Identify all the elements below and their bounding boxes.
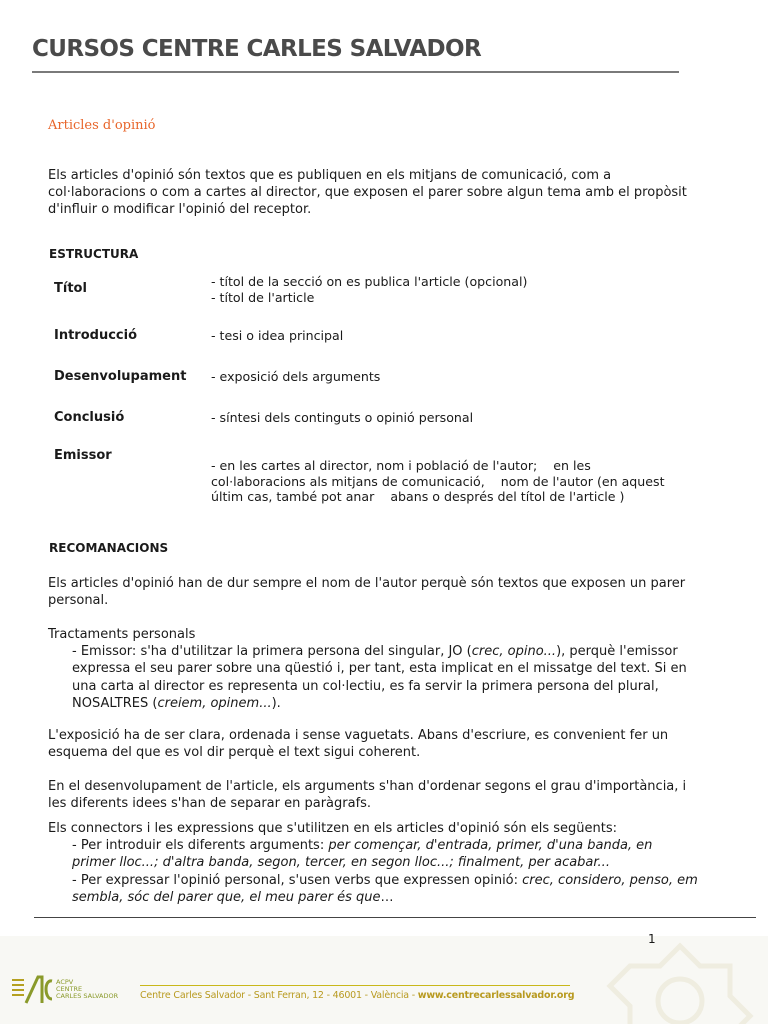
paragraph-intro: Els connectors i les expressions que s'utilitzen en els articles d'opinió són els següents: xyxy=(48,821,617,836)
structure-label-desenvolupament: Desenvolupament xyxy=(54,369,187,384)
recommendations-paragraph-4: En el desenvolupament de l'article, els arguments s'han d'ordenar segons el grau d'importància, i les diferents idees s'han de separar en paràgrafs. xyxy=(48,779,687,812)
text-emphasis: crec, considero, penso, em sembla, sóc del parer que, el meu parer és que xyxy=(72,872,698,905)
text-span: - Per expressar l'opinió personal, s'usen verbs que expressen opinió: xyxy=(72,872,523,888)
structure-heading: ESTRUCTURA xyxy=(49,247,139,261)
structure-line: - títol de la secció on es publica l'article (opcional) xyxy=(211,274,528,289)
structure-label-introduccio: Introducció xyxy=(54,328,138,343)
footer-address xyxy=(140,990,574,1001)
text-span: ). xyxy=(271,695,281,711)
recommendations-paragraph-2 xyxy=(48,626,698,712)
structure-value-emissor: - en les cartes al director, nom i població de l'autor; en les col·laboracions als mitjans de comunicació, nom de l'autor (en aquest últim cas, també pot anar abans o després del títol de l'article ) xyxy=(211,458,669,504)
decorative-ornament-icon xyxy=(590,936,768,1024)
intro-paragraph: Els articles d'opinió són textos que es publiquen en els mitjans de comunicació, com a col·laboracions o com a cartes al director, que exposen el parer sobre algun tema amb el propòsit d'influir o modificar l'opinió del receptor. xyxy=(48,168,687,218)
structure-value-desenvolupament: - exposició dels arguments xyxy=(211,369,381,384)
logo-line: ACPV xyxy=(56,978,74,986)
recommendations-paragraph-1: Els articles d'opinió han de dur sempre el nom de l'autor perquè són textos que exposen un parer personal. xyxy=(48,576,686,609)
footer-divider xyxy=(34,917,756,918)
recommendations-paragraph-3: L'exposició ha de ser clara, ordenada i sense vaguetats. Abans d'escriure, es convenient fer un esquema del que es vol dir perquè el text sigui coherent. xyxy=(48,728,669,761)
header-title: CURSOS CENTRE CARLES SALVADOR xyxy=(32,36,482,62)
text-emphasis: creiem, opinem... xyxy=(157,695,272,711)
logo-line: CARLES SALVADOR xyxy=(56,992,119,1000)
structure-label-conclusio: Conclusió xyxy=(54,410,125,425)
text-span: - Per introduir els diferents arguments: xyxy=(72,838,329,854)
structure-value-introduccio: - tesi o idea principal xyxy=(211,328,344,343)
text-span: - Emissor: s'ha d'utilitzar la primera persona del singular, JO ( xyxy=(72,644,472,660)
logo-line: CENTRE xyxy=(56,985,83,993)
text-emphasis: per començar, d'entrada, primer, d'una banda, en primer lloc...; d'altra banda, segon, tercer, en segon lloc...; finalment, per acabar... xyxy=(72,838,653,871)
footer-gold-line xyxy=(140,985,570,986)
recommendations-heading: RECOMANACIONS xyxy=(49,541,169,555)
structure-label-titol: Títol xyxy=(54,281,87,296)
connectors-list-item xyxy=(48,837,698,871)
text-span: ), perquè l'emissor expressa el seu parer sobre una qüestió i, per tant, esta implicat en el missatge del text. Si en una carta al director es representa un col·lectiu, es fa servir la primera persona del plural, NOSALTRES ( xyxy=(72,644,687,711)
logo-text xyxy=(56,979,118,1000)
structure-value-conclusio: - síntesi dels continguts o opinió personal xyxy=(211,410,474,425)
structure-line: - títol de l'article xyxy=(211,289,315,305)
text-span: … xyxy=(380,889,394,905)
paragraph-body xyxy=(48,643,698,712)
structure-label-emissor: Emissor xyxy=(54,448,112,463)
paragraph-subtitle: Tractaments personals xyxy=(48,627,196,642)
page-number: 1 xyxy=(648,932,656,946)
recommendations-paragraph-5 xyxy=(48,820,698,906)
section-title: Articles d'opinió xyxy=(48,118,156,133)
address-text: Centre Carles Salvador - Sant Ferran, 12 - 46001 - València - xyxy=(140,990,418,1001)
acpv-logo-icon xyxy=(10,975,54,1005)
structure-value-titol xyxy=(211,274,686,305)
text-emphasis: crec, opino... xyxy=(471,644,557,660)
website-link[interactable]: www.centrecarlessalvador.org xyxy=(417,990,575,1001)
connectors-list-item xyxy=(48,872,698,906)
header-divider xyxy=(32,71,679,73)
